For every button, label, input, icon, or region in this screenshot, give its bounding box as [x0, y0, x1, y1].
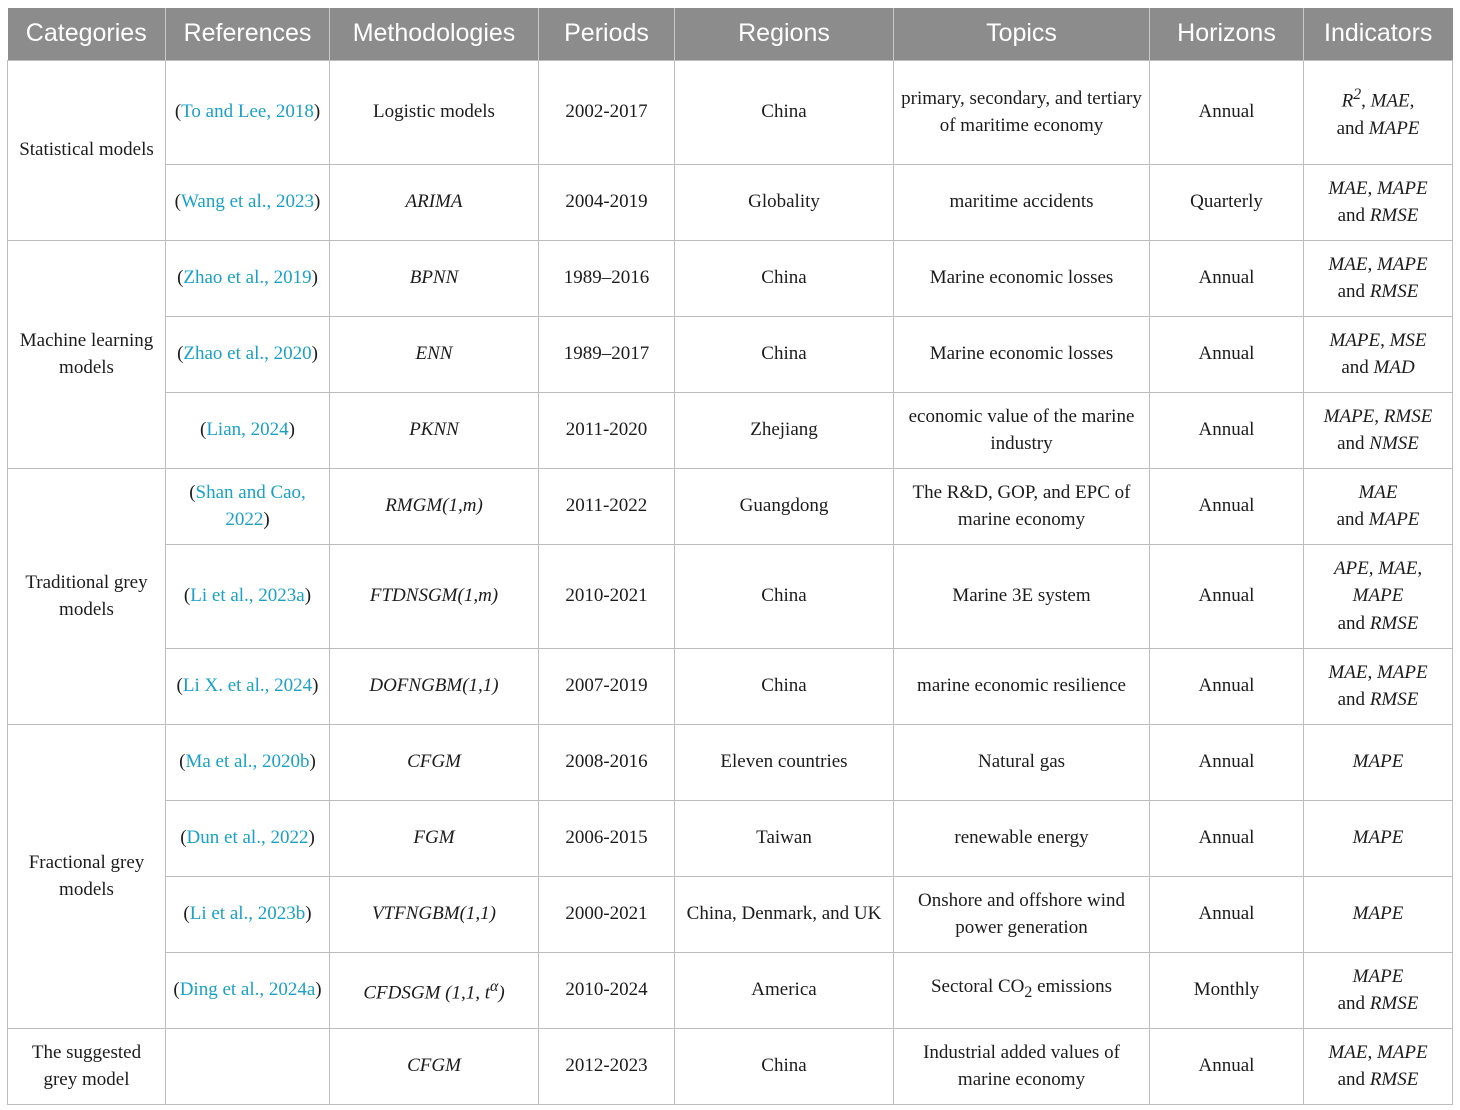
- table-row: [8, 164, 1453, 240]
- ref-paren-close: ): [288, 419, 295, 441]
- indicator-and: and: [1337, 281, 1370, 302]
- category-statistical: Statistical models: [19, 139, 154, 161]
- indicators-cell: [1304, 952, 1453, 1028]
- indicator-b: RMSE: [1383, 405, 1433, 427]
- reference-cell: [166, 1028, 330, 1104]
- indicator-a: MAPE: [1352, 751, 1404, 773]
- region-cell: China: [675, 240, 894, 316]
- topic-cell: Industrial added values of marine economy: [894, 1028, 1150, 1104]
- indicator-a: MAE: [1358, 481, 1398, 503]
- indicator-and: and: [1337, 689, 1370, 710]
- indicator-a: MAPE: [1352, 903, 1404, 925]
- category-cell: [8, 724, 166, 1028]
- topic-cell: renewable energy: [894, 800, 1150, 876]
- horizon-cell: Annual: [1150, 60, 1304, 164]
- category-cell: [8, 1028, 166, 1104]
- region-cell: China: [675, 544, 894, 648]
- horizon-cell: Annual: [1150, 468, 1304, 544]
- table-row: [8, 724, 1453, 800]
- indicator-and: and: [1337, 993, 1370, 1014]
- table-row: [8, 392, 1453, 468]
- period-cell: 2008-2016: [539, 724, 675, 800]
- period-cell: 2000-2021: [539, 876, 675, 952]
- table-row: [8, 240, 1453, 316]
- indicator-sep: ,: [1380, 329, 1390, 351]
- category-cell: [8, 468, 166, 724]
- methodology-cell: FGM: [330, 800, 539, 876]
- table-row: [8, 1028, 1453, 1104]
- header-topics: Topics: [894, 8, 1150, 60]
- methodology-cell: Logistic models: [330, 60, 539, 164]
- ref-paren-open: (: [200, 419, 207, 441]
- region-cell: Globality: [675, 164, 894, 240]
- ref-paren-open: (: [177, 343, 184, 365]
- table-row: [8, 876, 1453, 952]
- indicator-c: RMSE: [1369, 689, 1419, 710]
- topic-cell: Natural gas: [894, 724, 1150, 800]
- ref-paren-close: ): [311, 267, 318, 289]
- horizon-cell: Annual: [1150, 240, 1304, 316]
- ref-paren-open: (: [174, 101, 182, 123]
- header-horizons: Horizons: [1150, 8, 1304, 60]
- indicators-cell: [1304, 724, 1453, 800]
- topic-cell: maritime accidents: [894, 164, 1150, 240]
- methodology-cell: VTFNGBM(1,1): [330, 876, 539, 952]
- reference-link[interactable]: Li X. et al., 2024: [182, 675, 313, 697]
- ref-paren-close: ): [263, 509, 270, 530]
- indicator-a: MAPE: [1329, 329, 1381, 351]
- ref-paren-close: ): [309, 751, 316, 773]
- ref-paren-open: (: [189, 481, 196, 503]
- ref-paren-close: ): [305, 903, 312, 925]
- period-cell: 2010-2021: [539, 544, 675, 648]
- indicator-and: and: [1337, 1069, 1370, 1090]
- horizon-cell: Monthly: [1150, 952, 1304, 1028]
- ref-paren-open: (: [174, 191, 181, 213]
- reference-link[interactable]: Shan and Cao, 2022: [195, 481, 306, 530]
- methodology-cell: CFGM: [330, 724, 539, 800]
- ref-paren-open: (: [179, 751, 186, 773]
- methodology-cell: ARIMA: [330, 164, 539, 240]
- indicator-a: MAPE: [1352, 965, 1404, 987]
- indicators-cell: [1304, 316, 1453, 392]
- indicator-sep: ,: [1409, 90, 1415, 112]
- table-row: [8, 648, 1453, 724]
- indicator-mape: MAPE: [1368, 118, 1420, 140]
- ref-paren-open: (: [183, 585, 191, 607]
- reference-cell: [166, 876, 330, 952]
- indicator-a: MAPE: [1323, 405, 1375, 427]
- ref-paren-open: (: [173, 979, 180, 1001]
- comparison-table: [7, 8, 1453, 1105]
- reference-cell: [166, 392, 330, 468]
- reference-cell: [166, 240, 330, 316]
- indicator-and: and: [1337, 205, 1370, 226]
- reference-link[interactable]: Dun et al., 2022: [186, 827, 309, 849]
- category-fractional-grey: Fractional grey models: [28, 851, 145, 900]
- indicator-a: MAE: [1328, 253, 1368, 275]
- indicator-mae: MAE: [1370, 90, 1410, 112]
- indicator-a: MAE: [1328, 661, 1368, 683]
- methodology-cell: BPNN: [330, 240, 539, 316]
- topic-cell: Marine 3E system: [894, 544, 1150, 648]
- indicator-sep: ,: [1367, 661, 1377, 683]
- header-indicators: Indicators: [1304, 8, 1453, 60]
- ref-paren-close: ): [312, 675, 319, 697]
- indicator-b: MAPE: [1376, 1041, 1428, 1063]
- table-row: [8, 800, 1453, 876]
- indicators-cell: [1304, 392, 1453, 468]
- topic-cell: Marine economic losses: [894, 316, 1150, 392]
- methodology-suffix: ): [498, 982, 505, 1004]
- topic-cell: [894, 952, 1150, 1028]
- topic-prefix: Sectoral CO: [930, 976, 1025, 998]
- category-traditional-grey: Traditional grey models: [25, 571, 148, 620]
- reference-cell: [166, 316, 330, 392]
- indicator-c: RMSE: [1369, 993, 1419, 1014]
- indicator-a: MAE: [1328, 1041, 1368, 1063]
- period-cell: 1989–2016: [539, 240, 675, 316]
- indicator-sep: ,: [1367, 253, 1377, 275]
- category-cell: [8, 240, 166, 468]
- ref-paren-close: ): [308, 827, 315, 849]
- header-row: [8, 8, 1453, 60]
- indicator-c: RMSE: [1369, 1069, 1419, 1090]
- period-cell: 1989–2017: [539, 316, 675, 392]
- topic-cell: Onshore and offshore wind power generation: [894, 876, 1150, 952]
- indicator-sep: ,: [1417, 557, 1423, 579]
- reference-link[interactable]: Ma et al., 2020b: [185, 751, 310, 773]
- category-suggested-grey: The suggested grey model: [31, 1041, 142, 1090]
- reference-cell: [166, 724, 330, 800]
- period-cell: 2011-2022: [539, 468, 675, 544]
- indicator-c: RMSE: [1369, 205, 1419, 226]
- reference-link[interactable]: Zhao et al., 2020: [183, 343, 312, 365]
- reference-link[interactable]: Li et al., 2023a: [190, 585, 305, 607]
- indicator-r-sup: 2: [1353, 86, 1362, 104]
- region-cell: China, Denmark, and UK: [675, 876, 894, 952]
- topic-sub: 2: [1024, 984, 1033, 1002]
- indicators-cell: [1304, 800, 1453, 876]
- indicators-cell: [1304, 164, 1453, 240]
- region-cell: China: [675, 316, 894, 392]
- methodology-cell: DOFNGBM(1,1): [330, 648, 539, 724]
- reference-cell: [166, 800, 330, 876]
- ref-paren-open: (: [183, 903, 190, 925]
- reference-link[interactable]: Ding et al., 2024a: [179, 979, 316, 1001]
- region-cell: China: [675, 648, 894, 724]
- table-row: [8, 60, 1453, 164]
- indicator-c: NMSE: [1369, 433, 1419, 454]
- reference-cell: [166, 952, 330, 1028]
- period-cell: 2007-2019: [539, 648, 675, 724]
- header-periods: Periods: [539, 8, 675, 60]
- horizon-cell: Annual: [1150, 316, 1304, 392]
- indicators-cell: [1304, 468, 1453, 544]
- topic-cell: primary, secondary, and tertiary of maritime economy: [894, 60, 1150, 164]
- indicator-sep: ,: [1368, 557, 1379, 579]
- horizon-cell: Quarterly: [1150, 164, 1304, 240]
- header-regions: Regions: [675, 8, 894, 60]
- methodology-cell: ENN: [330, 316, 539, 392]
- region-cell: Guangdong: [675, 468, 894, 544]
- ref-paren-open: (: [176, 675, 183, 697]
- indicator-and: and: [1336, 118, 1365, 140]
- period-cell: 2002-2017: [539, 60, 675, 164]
- ref-paren-close: ): [315, 979, 322, 1001]
- indicator-sep: ,: [1374, 405, 1384, 427]
- indicator-c: RMSE: [1369, 281, 1419, 302]
- ref-paren-close: ): [311, 343, 318, 365]
- period-cell: 2004-2019: [539, 164, 675, 240]
- period-cell: 2010-2024: [539, 952, 675, 1028]
- topic-cell: The R&D, GOP, and EPC of marine economy: [894, 468, 1150, 544]
- topic-suffix: emissions: [1032, 976, 1113, 998]
- indicators-cell: [1304, 648, 1453, 724]
- methodology-cell: [330, 952, 539, 1028]
- region-cell: America: [675, 952, 894, 1028]
- indicator-d: MAPE: [1352, 585, 1404, 607]
- reference-cell: [166, 648, 330, 724]
- horizon-cell: Annual: [1150, 392, 1304, 468]
- topic-cell: economic value of the marine industry: [894, 392, 1150, 468]
- table-row: [8, 468, 1453, 544]
- reference-link[interactable]: Lian, 2024: [206, 419, 289, 441]
- period-cell: 2006-2015: [539, 800, 675, 876]
- horizon-cell: Annual: [1150, 648, 1304, 724]
- indicator-b: MAE: [1378, 557, 1418, 579]
- ref-paren-close: ): [304, 585, 312, 607]
- table-row: [8, 316, 1453, 392]
- region-cell: Taiwan: [675, 800, 894, 876]
- indicator-sep: ,: [1367, 177, 1377, 199]
- indicator-and: and: [1341, 357, 1374, 378]
- indicator-and: and: [1337, 612, 1370, 634]
- region-cell: China: [675, 1028, 894, 1104]
- indicator-and: and: [1336, 509, 1369, 530]
- ref-paren-close: ): [314, 191, 321, 213]
- header-references: References: [166, 8, 330, 60]
- indicator-c: MAPE: [1368, 509, 1420, 530]
- indicator-r: R: [1341, 90, 1354, 112]
- indicator-c: RMSE: [1369, 612, 1419, 634]
- methodology-cell: CFGM: [330, 1028, 539, 1104]
- horizon-cell: Annual: [1150, 544, 1304, 648]
- indicator-b: MAPE: [1376, 177, 1428, 199]
- table-row: [8, 952, 1453, 1028]
- reference-cell: [166, 544, 330, 648]
- topic-cell: Marine economic losses: [894, 240, 1150, 316]
- indicator-b: MAPE: [1376, 253, 1428, 275]
- category-cell: [8, 60, 166, 240]
- ref-paren-close: ): [313, 101, 321, 123]
- methodology-cell: RMGM(1,m): [330, 468, 539, 544]
- indicator-b: MSE: [1389, 329, 1427, 351]
- region-cell: China: [675, 60, 894, 164]
- reference-cell: [166, 164, 330, 240]
- indicator-sep: ,: [1361, 90, 1371, 112]
- category-machine-learning: Machine learning models: [19, 329, 154, 378]
- period-cell: 2011-2020: [539, 392, 675, 468]
- methodology-prefix: CFDSGM (1,1, t: [363, 982, 490, 1004]
- region-cell: Eleven countries: [675, 724, 894, 800]
- reference-link[interactable]: Wang et al., 2023: [180, 191, 315, 213]
- indicator-sep: ,: [1367, 1041, 1377, 1063]
- indicators-cell: [1304, 60, 1453, 164]
- horizon-cell: Annual: [1150, 1028, 1304, 1104]
- period-cell: 2012-2023: [539, 1028, 675, 1104]
- indicators-cell: [1304, 1028, 1453, 1104]
- indicator-a: MAE: [1328, 177, 1368, 199]
- reference-cell: [166, 468, 330, 544]
- indicator-a: APE: [1333, 557, 1369, 579]
- reference-link[interactable]: Zhao et al., 2019: [183, 267, 312, 289]
- methodology-alpha-sup: α: [490, 978, 499, 996]
- horizon-cell: Annual: [1150, 800, 1304, 876]
- reference-link[interactable]: Li et al., 2023b: [189, 903, 306, 925]
- horizon-cell: Annual: [1150, 724, 1304, 800]
- methodology-cell: PKNN: [330, 392, 539, 468]
- indicators-cell: [1304, 876, 1453, 952]
- reference-cell: [166, 60, 330, 164]
- methodology-cell: FTDNSGM(1,m): [330, 544, 539, 648]
- header-methodologies: Methodologies: [330, 8, 539, 60]
- indicator-b: MAPE: [1376, 661, 1428, 683]
- indicator-a: MAPE: [1352, 827, 1404, 849]
- table-row: [8, 544, 1453, 648]
- indicators-cell: [1304, 544, 1453, 648]
- reference-link[interactable]: To and Lee, 2018: [181, 101, 314, 123]
- indicator-c: MAD: [1373, 357, 1415, 378]
- topic-cell: marine economic resilience: [894, 648, 1150, 724]
- horizon-cell: Annual: [1150, 876, 1304, 952]
- ref-paren-open: (: [177, 267, 184, 289]
- indicator-and: and: [1337, 433, 1370, 454]
- indicators-cell: [1304, 240, 1453, 316]
- region-cell: Zhejiang: [675, 392, 894, 468]
- ref-paren-open: (: [180, 827, 187, 849]
- header-categories: Categories: [8, 8, 166, 60]
